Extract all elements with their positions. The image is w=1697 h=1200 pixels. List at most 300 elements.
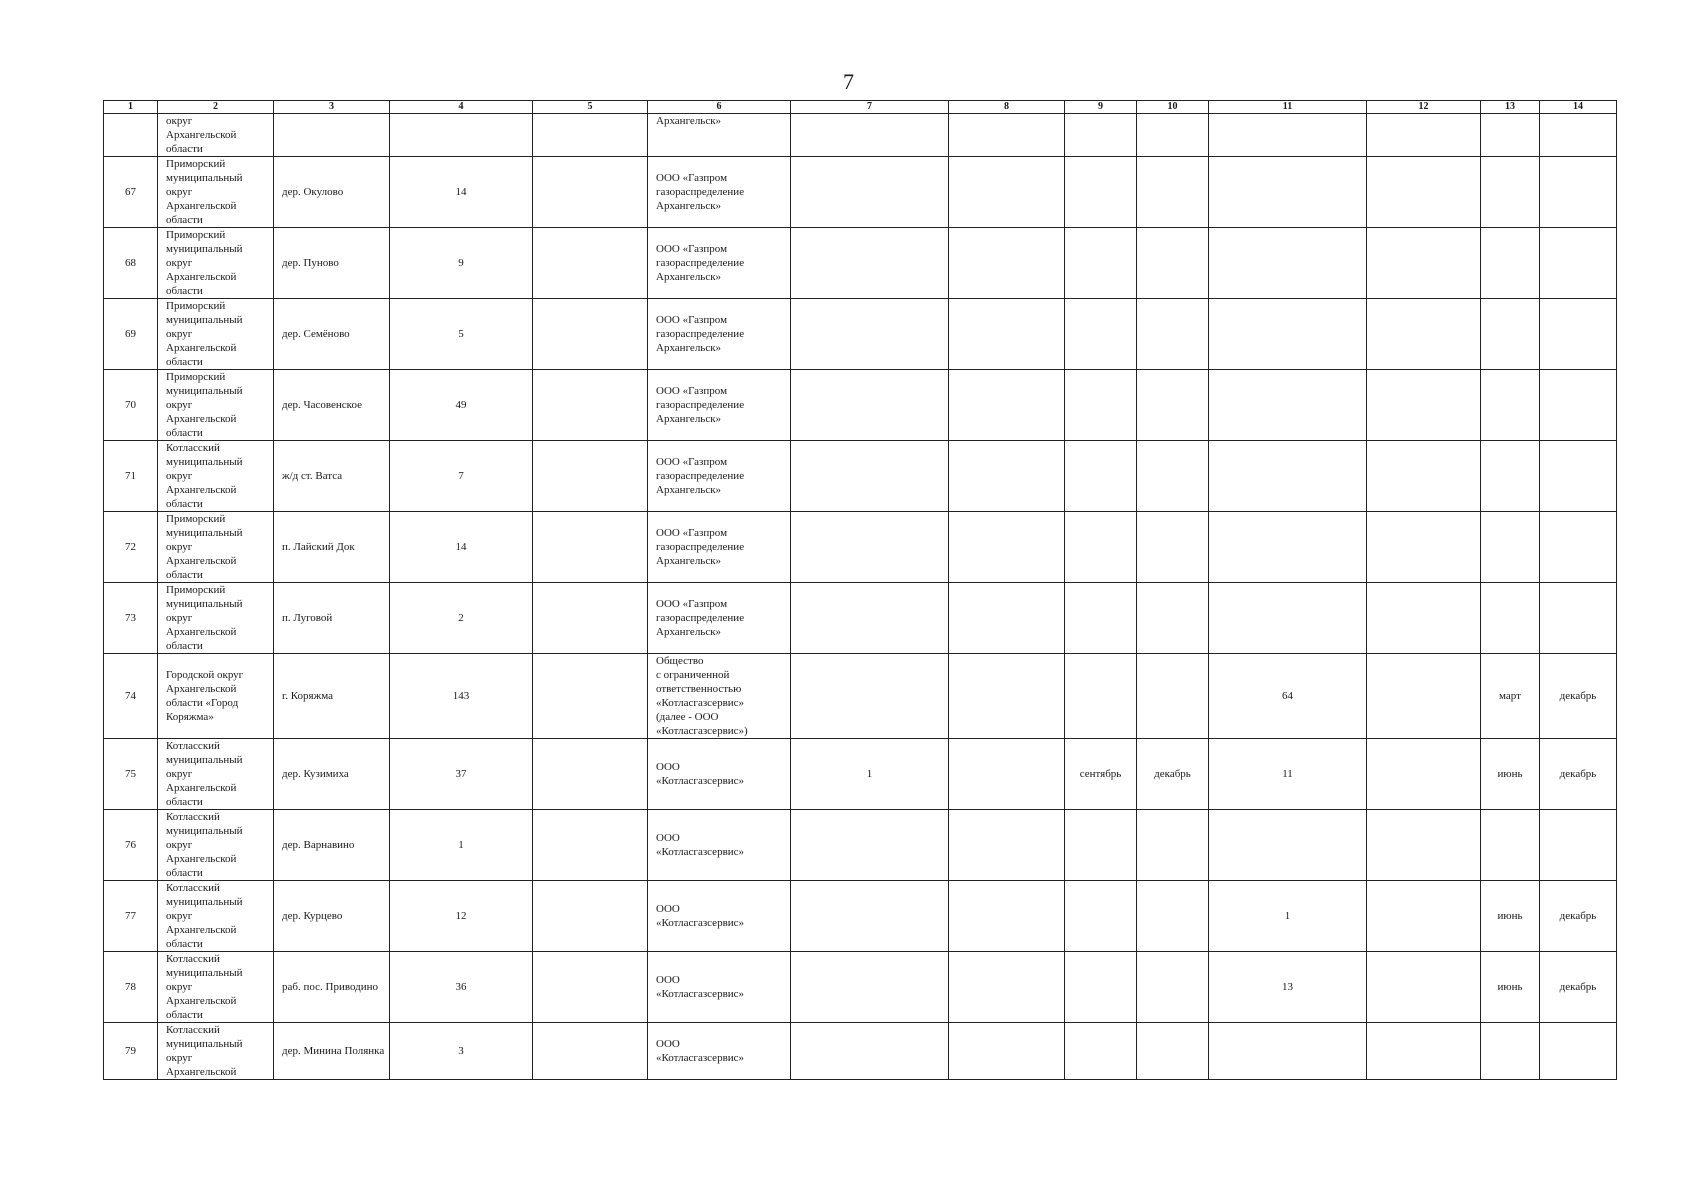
- cell-line: с ограниченной: [656, 669, 730, 681]
- cell-line: Архангельской: [166, 129, 237, 141]
- table-cell-col-13: [1481, 583, 1540, 654]
- table-cell-col-4: 14: [390, 157, 533, 228]
- cell-line: газораспределение: [656, 257, 745, 269]
- table-row: [104, 583, 1617, 654]
- cell-line: Котласский: [166, 953, 220, 965]
- cell-line: Общество: [656, 655, 704, 667]
- cell-line: Архангельской: [166, 924, 237, 936]
- table-cell-col-1: 79: [104, 1023, 158, 1080]
- table-cell-col-8: [949, 654, 1065, 739]
- table-cell-col-4: 14: [390, 512, 533, 583]
- table-cell-col-5: [533, 739, 648, 810]
- cell-line: Приморский: [166, 371, 226, 383]
- table-cell-col-6: [648, 441, 791, 512]
- table-cell-col-6: [648, 228, 791, 299]
- table-cell-col-6: [648, 114, 791, 157]
- page-number: 7: [843, 69, 854, 94]
- table-cell-col-14: декабрь: [1540, 881, 1617, 952]
- table-cell-col-10: [1137, 1023, 1209, 1080]
- table-cell-col-6: [648, 583, 791, 654]
- table-row: [104, 299, 1617, 370]
- cell-line: газораспределение: [656, 541, 745, 553]
- table-cell-col-5: [533, 654, 648, 739]
- data-table: [103, 100, 1617, 1080]
- table-cell-col-11: [1209, 157, 1367, 228]
- table-cell-col-2: [158, 370, 274, 441]
- cell-line: ООО «Газпром: [656, 314, 728, 326]
- table-cell-col-2: [158, 441, 274, 512]
- table-cell-col-9: [1065, 1023, 1137, 1080]
- cell-line: округ: [166, 328, 193, 340]
- table-cell-col-14: декабрь: [1540, 952, 1617, 1023]
- table-cell-col-1: 74: [104, 654, 158, 739]
- cell-line: округ: [166, 1052, 193, 1064]
- cell-line: области: [166, 1009, 203, 1021]
- table-cell-col-13: [1481, 114, 1540, 157]
- table-cell-col-3: дер. Минина Полянка: [274, 1023, 390, 1080]
- cell-line: Архангельск»: [656, 484, 722, 496]
- table-cell-col-11: [1209, 441, 1367, 512]
- table-cell-col-11: [1209, 512, 1367, 583]
- table-cell-col-4: 3: [390, 1023, 533, 1080]
- table-cell-col-11: [1209, 299, 1367, 370]
- cell-line: области: [166, 214, 203, 226]
- cell-line: Архангельск»: [656, 115, 722, 127]
- cell-line: Архангельской: [166, 1066, 237, 1078]
- table-cell-col-7: [791, 654, 949, 739]
- table-cell-col-1: 78: [104, 952, 158, 1023]
- cell-line: округ: [166, 768, 193, 780]
- table-cell-col-9: [1065, 228, 1137, 299]
- cell-line: Приморский: [166, 584, 226, 596]
- table-cell-col-8: [949, 1023, 1065, 1080]
- table-cell-col-10: [1137, 157, 1209, 228]
- table-cell-col-9: [1065, 441, 1137, 512]
- table-cell-col-12: [1367, 1023, 1481, 1080]
- cell-line: Коряжма»: [166, 711, 214, 723]
- cell-line: газораспределение: [656, 328, 745, 340]
- table-cell-col-7: [791, 810, 949, 881]
- table-cell-col-10: [1137, 441, 1209, 512]
- table-cell-col-12: [1367, 512, 1481, 583]
- cell-line: Архангельской: [166, 782, 237, 794]
- table-cell-col-4: 1: [390, 810, 533, 881]
- header-row: [104, 101, 1617, 114]
- table-cell-col-6: [648, 157, 791, 228]
- cell-line: округ: [166, 186, 193, 198]
- table-cell-col-14: [1540, 299, 1617, 370]
- table-cell-col-4: 36: [390, 952, 533, 1023]
- table-cell-col-10: [1137, 881, 1209, 952]
- cell-line: муниципальный: [166, 243, 243, 255]
- table-cell-col-3: п. Лайский Док: [274, 512, 390, 583]
- table-cell-col-2: [158, 810, 274, 881]
- table-cell-col-12: [1367, 810, 1481, 881]
- table-cell-col-2: [158, 739, 274, 810]
- cell-line: муниципальный: [166, 456, 243, 468]
- cell-line: Приморский: [166, 300, 226, 312]
- table-cell-col-3: дер. Пуново: [274, 228, 390, 299]
- cell-line: округ: [166, 612, 193, 624]
- table-row: [104, 881, 1617, 952]
- table-cell-col-3: дер. Варнавино: [274, 810, 390, 881]
- cell-line: Архангельск»: [656, 342, 722, 354]
- cell-line: муниципальный: [166, 172, 243, 184]
- cell-line: «Котласгазсервис»: [656, 775, 745, 787]
- table-cell-col-1: 69: [104, 299, 158, 370]
- table-cell-col-13: июнь: [1481, 881, 1540, 952]
- cell-line: Архангельск»: [656, 413, 722, 425]
- cell-line: ООО: [656, 974, 680, 986]
- cell-line: области: [166, 796, 203, 808]
- table-cell-col-2: [158, 228, 274, 299]
- table-cell-col-9: [1065, 157, 1137, 228]
- table-cell-col-1: 72: [104, 512, 158, 583]
- table-cell-col-12: [1367, 952, 1481, 1023]
- cell-line: Архангельской: [166, 342, 237, 354]
- cell-line: ООО «Газпром: [656, 527, 728, 539]
- cell-line: муниципальный: [166, 896, 243, 908]
- table-cell-col-4: 2: [390, 583, 533, 654]
- table-cell-col-11: [1209, 810, 1367, 881]
- cell-line: Архангельской: [166, 555, 237, 567]
- table-row: [104, 1023, 1617, 1080]
- cell-line: округ: [166, 115, 193, 127]
- table-cell-col-6: [648, 881, 791, 952]
- table-row: [104, 654, 1617, 739]
- table-cell-col-3: дер. Курцево: [274, 881, 390, 952]
- table-cell-col-6: [648, 512, 791, 583]
- cell-line: округ: [166, 257, 193, 269]
- table-cell-col-8: [949, 228, 1065, 299]
- table-cell-col-7: [791, 157, 949, 228]
- cell-line: газораспределение: [656, 399, 745, 411]
- cell-line: Архангельск»: [656, 626, 722, 638]
- table-cell-col-10: [1137, 583, 1209, 654]
- table-cell-col-13: [1481, 512, 1540, 583]
- table-cell-col-14: [1540, 1023, 1617, 1080]
- table-row: [104, 370, 1617, 441]
- table-row: [104, 739, 1617, 810]
- table-cell-col-3: п. Луговой: [274, 583, 390, 654]
- cell-line: газораспределение: [656, 186, 745, 198]
- table-cell-col-4: 7: [390, 441, 533, 512]
- cell-line: Архангельской: [166, 853, 237, 865]
- table-cell-col-1: 68: [104, 228, 158, 299]
- table-cell-col-4: 5: [390, 299, 533, 370]
- cell-line: Архангельской: [166, 200, 237, 212]
- table-cell-col-3: ж/д ст. Ватса: [274, 441, 390, 512]
- table-cell-col-2: [158, 512, 274, 583]
- table-cell-col-10: [1137, 370, 1209, 441]
- header-cell: 4: [390, 101, 533, 114]
- table-cell-col-12: [1367, 583, 1481, 654]
- table-cell-col-12: [1367, 299, 1481, 370]
- table-cell-col-6: [648, 370, 791, 441]
- table-cell-col-9: [1065, 114, 1137, 157]
- header-cell: 10: [1137, 101, 1209, 114]
- cell-line: «Котласгазсервис»: [656, 988, 745, 1000]
- table-cell-col-11: [1209, 114, 1367, 157]
- table-cell-col-10: [1137, 654, 1209, 739]
- table-cell-col-5: [533, 952, 648, 1023]
- cell-line: Котласский: [166, 1024, 220, 1036]
- cell-line: ООО: [656, 761, 680, 773]
- cell-line: муниципальный: [166, 825, 243, 837]
- table-cell-col-12: [1367, 370, 1481, 441]
- table-cell-col-14: [1540, 157, 1617, 228]
- table-cell-col-10: [1137, 228, 1209, 299]
- table-cell-col-11: [1209, 370, 1367, 441]
- table-cell-col-4: 12: [390, 881, 533, 952]
- cell-line: «Котласгазсервис»: [656, 1052, 745, 1064]
- table-cell-col-9: [1065, 952, 1137, 1023]
- table-cell-col-10: [1137, 810, 1209, 881]
- table-cell-col-9: [1065, 881, 1137, 952]
- cell-line: (далее - ООО: [656, 711, 719, 723]
- cell-line: области: [166, 569, 203, 581]
- cell-line: Архангельск»: [656, 555, 722, 567]
- table-cell-col-10: [1137, 114, 1209, 157]
- table-cell-col-6: [648, 739, 791, 810]
- table-cell-col-7: [791, 370, 949, 441]
- header-cell: 1: [104, 101, 158, 114]
- table-row: [104, 512, 1617, 583]
- cell-line: округ: [166, 981, 193, 993]
- table-cell-col-9: [1065, 810, 1137, 881]
- table-cell-col-6: [648, 654, 791, 739]
- cell-line: Архангельской: [166, 413, 237, 425]
- table-cell-col-7: [791, 228, 949, 299]
- header-cell: 8: [949, 101, 1065, 114]
- cell-line: муниципальный: [166, 314, 243, 326]
- table-cell-col-4: [390, 114, 533, 157]
- cell-line: Приморский: [166, 158, 226, 170]
- table-cell-col-8: [949, 810, 1065, 881]
- table-row: [104, 441, 1617, 512]
- table-cell-col-9: сентябрь: [1065, 739, 1137, 810]
- table-cell-col-5: [533, 512, 648, 583]
- table-cell-col-1: 77: [104, 881, 158, 952]
- cell-line: Приморский: [166, 513, 226, 525]
- cell-line: Городской округ: [166, 669, 244, 681]
- table-cell-col-14: [1540, 228, 1617, 299]
- cell-line: области: [166, 356, 203, 368]
- table-cell-col-13: март: [1481, 654, 1540, 739]
- table-cell-col-5: [533, 157, 648, 228]
- table-cell-col-5: [533, 441, 648, 512]
- table-cell-col-2: [158, 654, 274, 739]
- table-cell-col-11: [1209, 583, 1367, 654]
- cell-line: Котласский: [166, 740, 220, 752]
- table-cell-col-8: [949, 952, 1065, 1023]
- header-cell: 5: [533, 101, 648, 114]
- table-cell-col-7: [791, 583, 949, 654]
- table-cell-col-6: [648, 952, 791, 1023]
- table-cell-col-8: [949, 441, 1065, 512]
- cell-line: округ: [166, 541, 193, 553]
- table-cell-col-5: [533, 810, 648, 881]
- cell-line: Архангельск»: [656, 200, 722, 212]
- cell-line: ООО «Газпром: [656, 243, 728, 255]
- table-cell-col-3: раб. пос. Приводино: [274, 952, 390, 1023]
- header-cell: 6: [648, 101, 791, 114]
- table-cell-col-11: [1209, 1023, 1367, 1080]
- header-cell: 2: [158, 101, 274, 114]
- table-cell-col-2: [158, 299, 274, 370]
- cell-line: «Котласгазсервис»: [656, 846, 745, 858]
- table-cell-col-1: 71: [104, 441, 158, 512]
- cell-line: Архангельской: [166, 271, 237, 283]
- table-cell-col-12: [1367, 114, 1481, 157]
- table-cell-col-8: [949, 739, 1065, 810]
- table-cell-col-2: [158, 157, 274, 228]
- cell-line: газораспределение: [656, 470, 745, 482]
- cell-line: округ: [166, 910, 193, 922]
- table-cell-col-8: [949, 114, 1065, 157]
- table-cell-col-8: [949, 299, 1065, 370]
- cell-line: области «Город: [166, 697, 239, 709]
- table-cell-col-7: [791, 299, 949, 370]
- table-cell-col-13: [1481, 157, 1540, 228]
- cell-line: муниципальный: [166, 967, 243, 979]
- table-row: [104, 952, 1617, 1023]
- cell-line: Архангельской: [166, 484, 237, 496]
- cell-line: области: [166, 285, 203, 297]
- table-cell-col-8: [949, 881, 1065, 952]
- cell-line: ООО «Газпром: [656, 456, 728, 468]
- table-cell-col-14: [1540, 441, 1617, 512]
- cell-line: ООО: [656, 1038, 680, 1050]
- cell-line: области: [166, 938, 203, 950]
- table-cell-col-13: [1481, 299, 1540, 370]
- table-cell-col-14: [1540, 583, 1617, 654]
- table-cell-col-5: [533, 299, 648, 370]
- table-cell-col-8: [949, 370, 1065, 441]
- table-cell-col-4: 143: [390, 654, 533, 739]
- cell-line: муниципальный: [166, 598, 243, 610]
- cell-line: области: [166, 640, 203, 652]
- table-row: [104, 228, 1617, 299]
- table-row: [104, 157, 1617, 228]
- cell-line: ООО: [656, 903, 680, 915]
- table-cell-col-1: [104, 114, 158, 157]
- table-cell-col-13: [1481, 370, 1540, 441]
- table-cell-col-3: г. Коряжма: [274, 654, 390, 739]
- table-cell-col-3: [274, 114, 390, 157]
- table-cell-col-7: [791, 512, 949, 583]
- cell-line: округ: [166, 839, 193, 851]
- cell-line: округ: [166, 399, 193, 411]
- table-cell-col-5: [533, 370, 648, 441]
- cell-line: «Котласгазсервис»: [656, 917, 745, 929]
- table-cell-col-9: [1065, 583, 1137, 654]
- cell-line: Котласский: [166, 442, 220, 454]
- header-cell: 9: [1065, 101, 1137, 114]
- table-cell-col-10: [1137, 512, 1209, 583]
- cell-line: Архангельской: [166, 995, 237, 1007]
- cell-line: области: [166, 867, 203, 879]
- cell-line: муниципальный: [166, 1038, 243, 1050]
- table-cell-col-8: [949, 157, 1065, 228]
- table-cell-col-11: 13: [1209, 952, 1367, 1023]
- table-cell-col-11: 11: [1209, 739, 1367, 810]
- cell-line: «Котласгазсервис»): [656, 725, 748, 737]
- table-cell-col-13: июнь: [1481, 952, 1540, 1023]
- cell-line: ООО «Газпром: [656, 172, 728, 184]
- cell-line: муниципальный: [166, 754, 243, 766]
- cell-line: ООО «Газпром: [656, 598, 728, 610]
- cell-line: Архангельской: [166, 626, 237, 638]
- table-cell-col-10: декабрь: [1137, 739, 1209, 810]
- table-row: [104, 810, 1617, 881]
- table-cell-col-5: [533, 114, 648, 157]
- table-cell-col-5: [533, 583, 648, 654]
- table-cell-col-2: [158, 881, 274, 952]
- cell-line: ООО: [656, 832, 680, 844]
- table-cell-col-1: 75: [104, 739, 158, 810]
- table-cell-col-9: [1065, 512, 1137, 583]
- table-cell-col-1: 70: [104, 370, 158, 441]
- cell-line: «Котласгазсервис»: [656, 697, 745, 709]
- table-cell-col-6: [648, 1023, 791, 1080]
- table-cell-col-7: [791, 114, 949, 157]
- header-cell: 13: [1481, 101, 1540, 114]
- table-cell-col-9: [1065, 370, 1137, 441]
- table-cell-col-13: [1481, 1023, 1540, 1080]
- table-cell-col-1: 73: [104, 583, 158, 654]
- table-cell-col-14: декабрь: [1540, 739, 1617, 810]
- table-cell-col-12: [1367, 441, 1481, 512]
- table-cell-col-7: [791, 1023, 949, 1080]
- table-cell-col-12: [1367, 228, 1481, 299]
- table-cell-col-10: [1137, 299, 1209, 370]
- header-cell: 12: [1367, 101, 1481, 114]
- table-cell-col-2: [158, 1023, 274, 1080]
- header-cell: 3: [274, 101, 390, 114]
- table-row: [104, 114, 1617, 157]
- table-cell-col-11: [1209, 228, 1367, 299]
- table-cell-col-9: [1065, 299, 1137, 370]
- table-cell-col-7: [791, 441, 949, 512]
- table-cell-col-13: [1481, 228, 1540, 299]
- table-cell-col-5: [533, 881, 648, 952]
- table-cell-col-2: [158, 952, 274, 1023]
- table-cell-col-7: [791, 881, 949, 952]
- header-cell: 11: [1209, 101, 1367, 114]
- table-cell-col-5: [533, 228, 648, 299]
- table-cell-col-12: [1367, 654, 1481, 739]
- table-cell-col-14: декабрь: [1540, 654, 1617, 739]
- table-cell-col-3: дер. Часовенское: [274, 370, 390, 441]
- table-cell-col-12: [1367, 739, 1481, 810]
- table-cell-col-14: [1540, 114, 1617, 157]
- table-cell-col-2: [158, 114, 274, 157]
- table-cell-col-1: 67: [104, 157, 158, 228]
- table-cell-col-12: [1367, 881, 1481, 952]
- table-cell-col-8: [949, 583, 1065, 654]
- cell-line: ответственностью: [656, 683, 742, 695]
- cell-line: муниципальный: [166, 385, 243, 397]
- cell-line: Котласский: [166, 882, 220, 894]
- table-cell-col-13: июнь: [1481, 739, 1540, 810]
- header-cell: 14: [1540, 101, 1617, 114]
- table-cell-col-4: 9: [390, 228, 533, 299]
- cell-line: области: [166, 427, 203, 439]
- table-cell-col-1: 76: [104, 810, 158, 881]
- header-cell: 7: [791, 101, 949, 114]
- table-cell-col-4: 37: [390, 739, 533, 810]
